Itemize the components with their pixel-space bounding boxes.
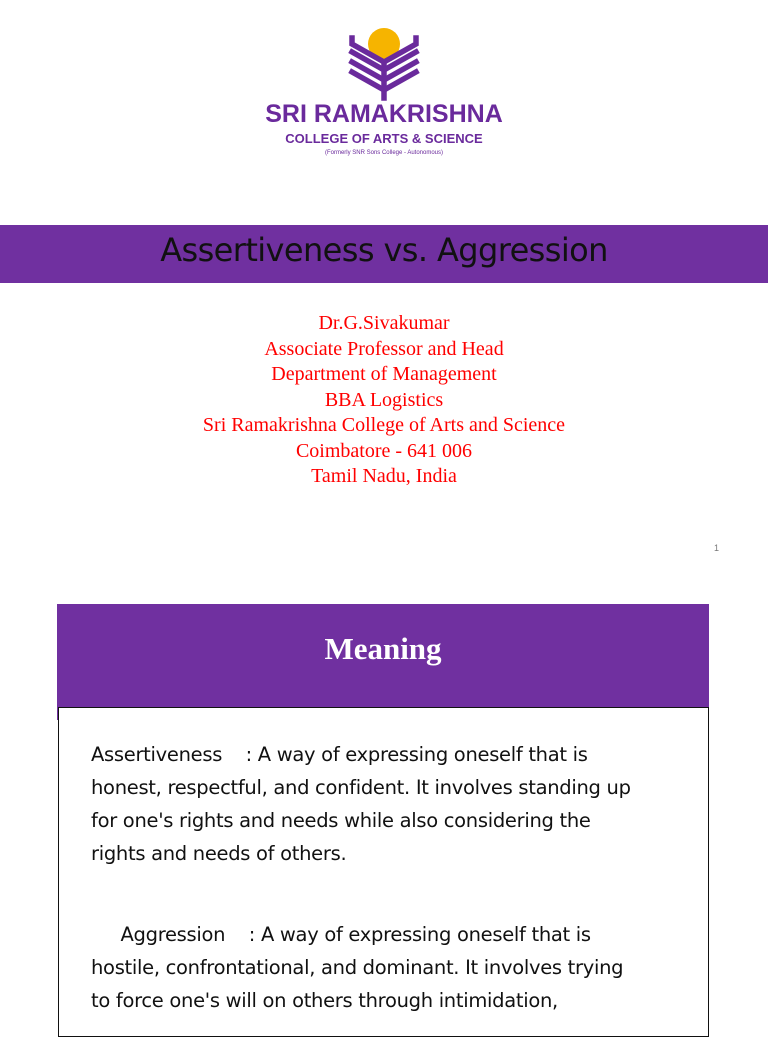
paragraph-line: to force one's will on others through intimidation, [91,989,558,1012]
author-program: BBA Logistics [324,388,444,411]
author-city: Coimbatore - 641 006 [295,439,473,462]
author-name: Dr.G.Sivakumar [318,312,450,334]
author-college: Sri Ramakrishna College of Arts and Science [202,414,566,436]
paragraph-line: for one's rights and needs while also considering the [91,809,591,832]
author-designation: Associate Professor and Head [264,337,504,360]
author-state: Tamil Nadu, India [311,465,457,487]
paragraph-line: Aggression : A way of expressing oneself that is [91,923,591,946]
brand-name: SRI RAMAKRISHNA [265,100,503,128]
section-heading: Meaning [324,631,442,666]
paragraph-line: rights and needs of others. [91,842,347,865]
author-block [0,311,768,490]
paragraph-line: honest, respectful, and confident. It involves standing up [91,776,631,799]
page-number: 1 [714,543,720,553]
brand-note: (Formerly SNR Sons College - Autonomous) [324,150,444,156]
paragraph-line: hostile, confrontational, and dominant. It involves trying [91,956,624,979]
paragraph-aggression [91,918,691,1017]
college-logo [0,22,768,102]
paragraph-line: Assertiveness : A way of expressing oneself that is [91,743,588,766]
open-book-sunrise-icon [344,22,424,102]
slide-title: Assertiveness vs. Aggression [160,231,608,269]
brand-subtitle: COLLEGE OF ARTS & SCIENCE [285,131,483,146]
author-department: Department of Management [271,363,497,385]
paragraph-assertiveness [91,738,691,870]
